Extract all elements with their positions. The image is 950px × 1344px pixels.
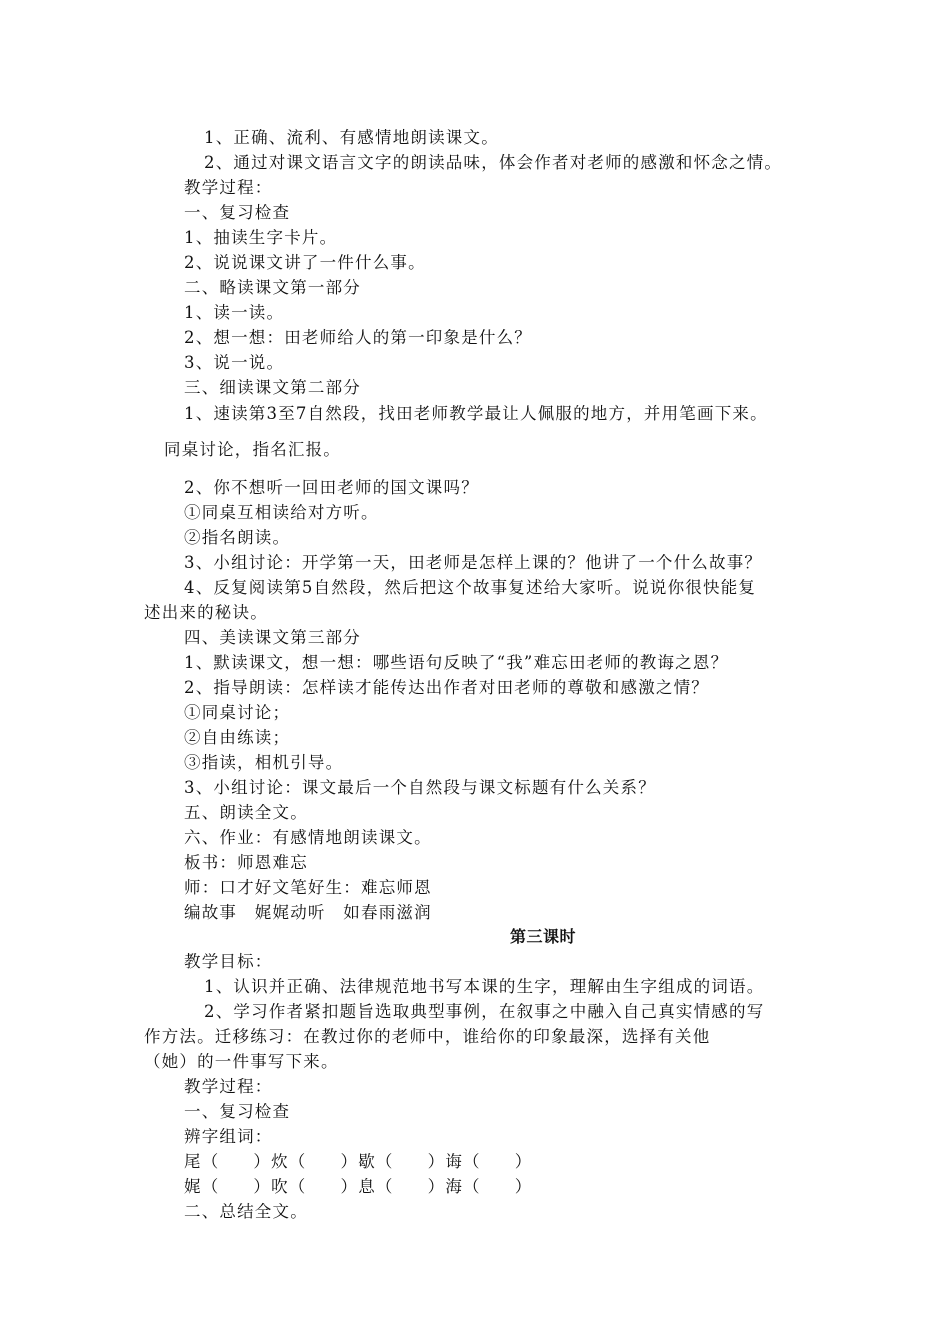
text-line: 1、认识并正确、法律规范地书写本课的生字，理解由生字组成的词语。 (204, 977, 765, 996)
text-line: 板书：师恩难忘 (184, 853, 308, 872)
text-line: 六、作业：有感情地朗读课文。 (184, 828, 432, 847)
text-line: 编故事 娓娓动听 如春雨滋润 (184, 903, 432, 922)
text-line: ②自由练读； (184, 728, 291, 747)
text-line: 四、美读课文第三部分 (184, 628, 361, 647)
text-line: 教学过程： (184, 178, 273, 197)
text-line: 1、默读课文，想一想：哪些语句反映了“我”难忘田老师的教诲之恩？ (184, 653, 729, 672)
char-cell: ）息（ (340, 1177, 394, 1196)
text-line: 教学过程： (184, 1077, 273, 1096)
text-line: ③指读，相机引导。 (184, 753, 344, 772)
text-line: 二、略读课文第一部分 (184, 278, 361, 297)
char-cell: ） (514, 1152, 533, 1171)
char-cell: ） (514, 1177, 533, 1196)
char-table-row (184, 1151, 532, 1173)
text-line: 2、通过对课文语言文字的朗读品味，体会作者对老师的感激和怀念之情。 (204, 153, 783, 172)
text-line: 辨字组词： (184, 1127, 273, 1146)
section-heading: 第三课时 (510, 927, 577, 946)
text-line: 二、总结全文。 (184, 1202, 308, 1221)
text-line: ①同桌讨论； (184, 703, 291, 722)
char-cell: ）歇（ (340, 1152, 394, 1171)
text-line: 述出来的秘诀。 (144, 603, 268, 622)
text-line: ①同桌互相读给对方听。 (184, 503, 379, 522)
text-line: 师：口才好文笔好生：难忘师恩 (184, 878, 432, 897)
text-line: 一、复习检查 (184, 203, 291, 222)
char-cell: 娓（ (184, 1177, 220, 1196)
text-line: 1、读一读。 (184, 303, 285, 322)
text-line: ②指名朗读。 (184, 528, 291, 547)
text-line: 2、指导朗读：怎样读才能传达出作者对田老师的尊敬和感激之情？ (184, 678, 709, 697)
char-cell: ）炊（ (253, 1152, 307, 1171)
text-line: 1、正确、流利、有感情地朗读课文。 (204, 128, 499, 147)
char-cell: ）海（ (427, 1177, 481, 1196)
text-line: 2、想一想：田老师给人的第一印象是什么？ (184, 328, 532, 347)
char-cell: ）诲（ (427, 1152, 481, 1171)
text-line: 3、说一说。 (184, 353, 285, 372)
text-line: 1、抽读生字卡片。 (184, 228, 338, 247)
text-line: 4、反复阅读第5自然段，然后把这个故事复述给大家听。说说你很快能复 (184, 578, 757, 597)
text-line: 3、小组讨论：开学第一天，田老师是怎样上课的？他讲了一个什么故事？ (184, 553, 763, 572)
text-line: 作方法。迁移练习：在教过你的老师中，谁给你的印象最深，选择有关他 (144, 1027, 711, 1046)
text-line: 1、速读第3至7自然段，找田老师教学最让人佩服的地方，并用笔画下来。 (184, 404, 768, 423)
text-line: 三、细读课文第二部分 (184, 378, 361, 397)
char-cell: ）吹（ (253, 1177, 307, 1196)
text-line: 五、朗读全文。 (184, 803, 308, 822)
text-line: 同桌讨论，指名汇报。 (164, 440, 341, 459)
text-line: 2、学习作者紧扣题旨选取典型事例，在叙事之中融入自己真实情感的写 (204, 1002, 765, 1021)
text-line: 教学目标： (184, 952, 273, 971)
text-line: （她）的一件事写下来。 (144, 1052, 339, 1071)
text-line: 2、说说课文讲了一件什么事。 (184, 253, 426, 272)
char-cell: 尾（ (184, 1152, 220, 1171)
text-line: 2、你不想听一回田老师的国文课吗？ (184, 478, 479, 497)
text-line: 一、复习检查 (184, 1102, 291, 1121)
text-line: 3、小组讨论：课文最后一个自然段与课文标题有什么关系？ (184, 778, 656, 797)
char-table-row (184, 1176, 532, 1198)
